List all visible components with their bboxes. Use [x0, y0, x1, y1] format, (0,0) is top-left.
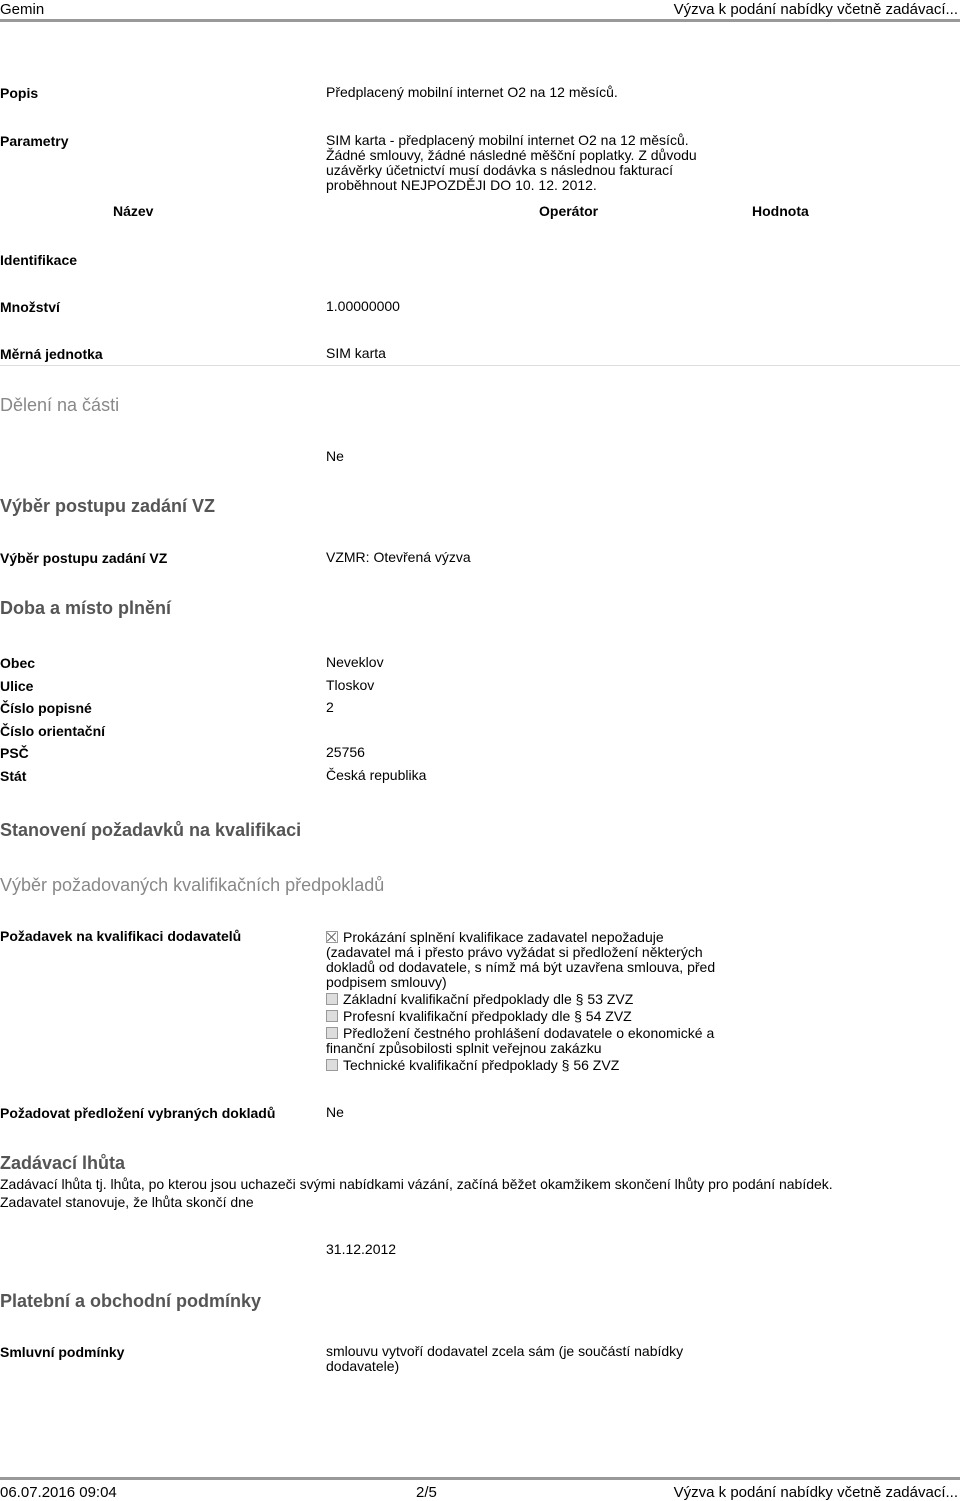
doklady-value: Ne — [326, 1104, 344, 1120]
parametry-value: SIM karta - předplacený mobilní internet O2 na 12 měsíců. Žádné smlouvy, žádné následné měšční poplatky. Z důvodu uzávěrky účetnictví musí dodávka s následnou fakturací proběhnout NEJPOZDĚJI DO 10. 12. 2012. — [326, 132, 697, 193]
checkbox-icon — [326, 1059, 338, 1071]
popis-value: Předplacený mobilní internet O2 na 12 měsíců. — [326, 84, 618, 100]
divider — [0, 365, 960, 366]
footer-page: 2/5 — [416, 1484, 437, 1501]
misto-label: PSČ — [0, 745, 29, 762]
jednotka-label: Měrná jednotka — [0, 346, 103, 362]
header-left: Gemin — [0, 1, 45, 18]
misto-heading: Doba a místo plnění — [0, 598, 172, 618]
footer-rule — [0, 1477, 960, 1480]
kvalifikace-label: Požadavek na kvalifikaci dodavatelů — [0, 928, 242, 944]
lhuta-date: 31.12.2012 — [326, 1241, 397, 1257]
mnozstvi-value: 1.00000000 — [326, 298, 400, 314]
deleni-heading: Dělení na části — [0, 395, 120, 415]
doklady-label: Požadovat předložení vybraných dokladů — [0, 1105, 276, 1121]
footer-datetime: 06.07.2016 09:04 — [0, 1484, 117, 1501]
kvalifikace-option: Základní kvalifikační předpoklady dle § 53 ZVZ — [326, 992, 715, 1007]
kvalifikace-option: Předložení čestného prohlášení dodavatele o ekonomické a finanční způsobilosti splnit veřejnou zakázku — [326, 1025, 715, 1056]
postup-label: Výběr postupu zadání VZ — [0, 550, 168, 566]
postup-value: VZMR: Otevřená výzva — [326, 549, 471, 565]
deleni-value: Ne — [326, 448, 344, 464]
kvalifikace-options — [326, 930, 715, 1075]
misto-label: Číslo popisné — [0, 700, 92, 717]
kvalifikace-subheading: Výběr požadovaných kvalifikačních předpokladů — [0, 875, 385, 895]
misto-value: 25756 — [326, 744, 365, 761]
col-operator: Operátor — [539, 203, 599, 219]
lhuta-text: Zadávací lhůta tj. lhůta, po kterou jsou uchazeči svými nabídkami vázání, začíná běžet okamžikem skončení lhůty pro podání nabídek. — [0, 1176, 833, 1192]
jednotka-value: SIM karta — [326, 345, 386, 361]
kvalifikace-option: Prokázání splnění kvalifikace zadavatel nepožaduje (zadavatel má i přesto právo vyžádat si předložení některých dokladů od dodavatele, s nímž má být uzavřena smlouva, před podpisem smlouvy) — [326, 929, 716, 990]
misto-value: Neveklov — [326, 654, 384, 670]
col-hodnota: Hodnota — [752, 203, 809, 219]
header-title: Výzva k podání nabídky včetně zadávací... — [673, 1, 958, 18]
checkbox-icon — [326, 993, 338, 1005]
lhuta-heading: Zadávací lhůta — [0, 1153, 126, 1173]
parametry-label: Parametry — [0, 133, 69, 149]
smluvni-label: Smluvní podmínky — [0, 1344, 125, 1360]
header-rule — [0, 19, 960, 22]
mnozstvi-label: Množství — [0, 299, 60, 315]
misto-label: Číslo orientační — [0, 722, 106, 739]
checkbox-icon — [326, 931, 338, 943]
footer-title: Výzva k podání nabídky včetně zadávací... — [673, 1484, 958, 1501]
kvalifikace-option: Technické kvalifikační předpoklady § 56 ZVZ — [326, 1058, 715, 1073]
identifikace-label: Identifikace — [0, 252, 78, 268]
col-nazev: Název — [113, 203, 154, 219]
postup-heading: Výběr postupu zadání VZ — [0, 496, 216, 516]
lhuta-text-2: Zadavatel stanovuje, že lhůta skončí dne — [0, 1194, 254, 1210]
misto-label: Stát — [0, 768, 27, 784]
misto-label: Obec — [0, 655, 36, 671]
misto-label: Ulice — [0, 677, 34, 694]
misto-value: Česká republika — [326, 767, 427, 783]
misto-value: Tloskov — [326, 676, 375, 693]
smluvni-value: smlouvu vytvoří dodavatel zcela sám (je součástí nabídky dodavatele) — [326, 1343, 684, 1374]
checkbox-icon — [326, 1027, 338, 1039]
kvalifikace-heading: Stanovení požadavků na kvalifikaci — [0, 820, 302, 840]
platebni-heading: Platební a obchodní podmínky — [0, 1291, 262, 1311]
kvalifikace-option: Profesní kvalifikační předpoklady dle § 54 ZVZ — [326, 1009, 715, 1024]
checkbox-icon — [326, 1010, 338, 1022]
misto-value: 2 — [326, 699, 334, 716]
popis-label: Popis — [0, 85, 39, 101]
